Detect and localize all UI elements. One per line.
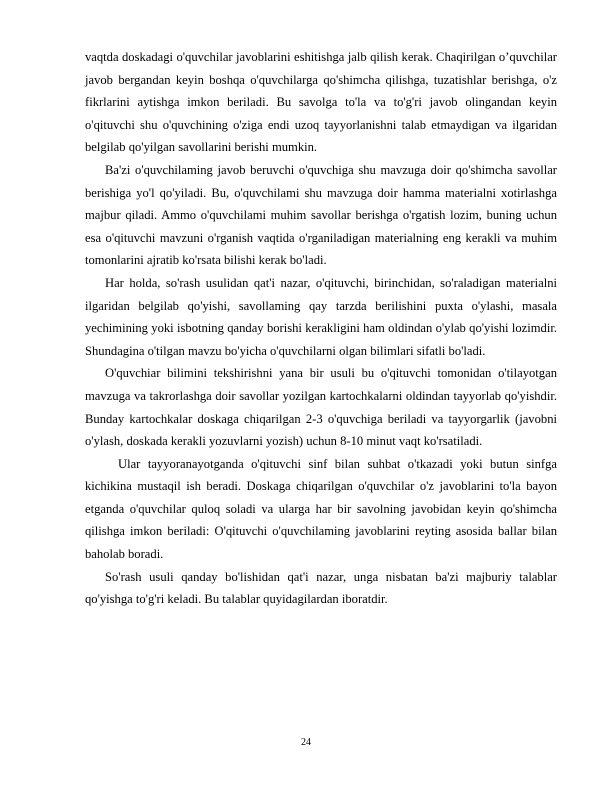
paragraph-5: Ular tayyoranayotganda o'qituvchi sinf bilan suhbat o'tkazadi yoki butun sinfga kichikina mustaqil ish beradi. Doskaga chiqarilgan o'quvchilar o'z javoblarini to'la bayon etganda o'quvchilar quloq soladi va ularga har bir savolning javobidan keyin qo'shimcha qilishga imkon beriladi: O'qituvchi o'quvchilaming javoblarini reyting asosida ballar bilan baholab boradi. xyxy=(85,456,557,562)
document-body xyxy=(85,46,557,611)
paragraph-6: So'rash usuli qanday bo'lishidan qat'i nazar, unga nisbatan ba'zi majburiy talablar qo'yishga to'g'ri keladi. Bu talablar quyidagilardan iboratdir. xyxy=(85,569,557,607)
paragraph-3: Har holda, so'rash usulidan qat'i nazar, o'qituvchi, birinchidan, so'raladigan materialni ilgaridan belgilab qo'yishi, savollaming qay tarzda berilishini puxta o'ylashi, masala yechimining yoki isbotning qanday borishi kerakligini ham oldindan o'ylab qo'yishi lozimdir. Shundagina o'tilgan mavzu bo'yicha o'quvchilarni olgan bilimlari sifatli bo'ladi. xyxy=(85,275,557,358)
page-number: 24 xyxy=(301,737,311,748)
paragraph-4: O'quvchiar bilimini tekshirishni yana bir usuli bu o'qituvchi tomonidan o'tilayotgan mavzuga va takrorlashga doir savollar yozilgan kartochkalarni oldindan tayyorlab qo'yishdir. Bunday kartochkalar doskaga chiqarilgan 2-3 o'quvchiga beriladi va tayyorgarlik (javobni o'ylash, doskada kerakli yozuvlarni yozish) uchun 8-10 minut vaqt ko'rsatiladi. xyxy=(85,366,557,449)
paragraph-2: Ba'zi o'quvchilaming javob beruvchi o'quvchiga shu mavzuga doir qo'shimcha savollar berishiga yo'l qo'yiladi. Bu, o'quvchilami shu mavzuga doir hamma materialni xotirlashga majbur qiladi. Ammo o'quvchilami muhim savollar berishga o'rgatish lozim, buning uchun esa o'qituvchi mavzuni o'rganish vaqtida o'rganiladigan materialning eng kerakli va muhim tomonlarini ajratib ko'rsata bilishi kerak bo'ladi. xyxy=(85,162,557,268)
paragraph-1: vaqtda doskadagi o'quvchilar javoblarini eshitishga jalb qilish kerak. Chaqirilgan o’quvchilar javob bergandan keyin boshqa o'quvchilarga qo'shimcha qilishga, tuzatishlar berishga, o'z fikrlarini aytishga imkon beriladi. Bu savolga to'la va to'g'ri javob olingandan keyin o'qituvchi shu o'quvchining o'ziga endi uzoq tayyorlanishni talab etmaydigan va ilgaridan belgilab qo'yilgan savollarini berishi mumkin. xyxy=(85,50,557,155)
